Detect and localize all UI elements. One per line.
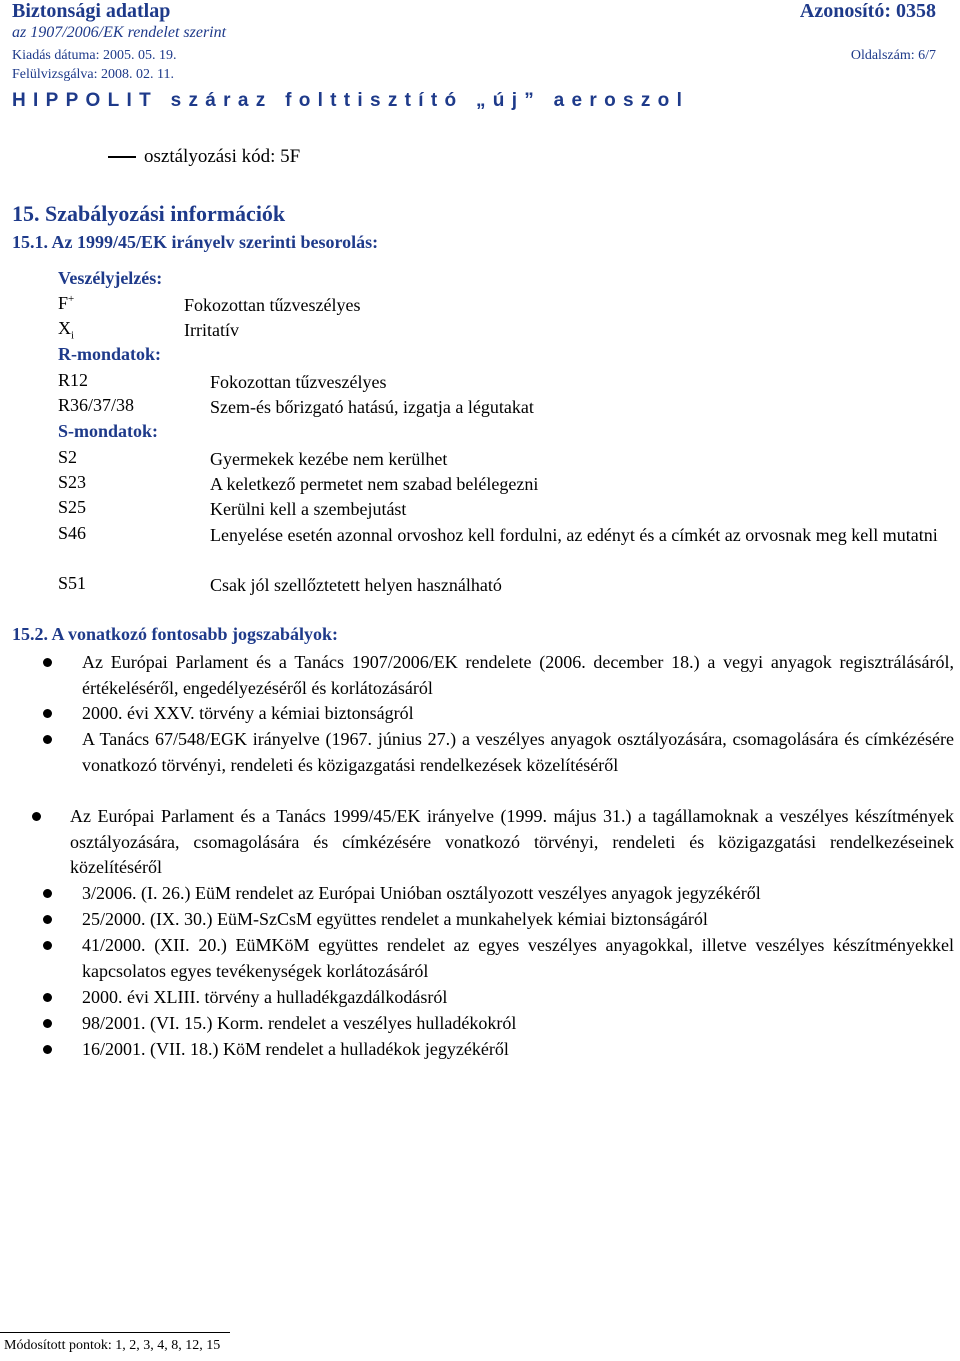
list-item: 25/2000. (IX. 30.) EüM-SzCsM együttes rendelet a munkahelyek kémiai biztonságáról <box>82 909 708 929</box>
bullet-icon <box>43 658 52 667</box>
s-phrase-code: S25 <box>58 497 87 517</box>
bullet-icon <box>43 993 52 1002</box>
r-phrases-label: R-mondatok: <box>58 344 162 364</box>
subsection-2-title: 15.2. A vonatkozó fontosabb jogszabályok: <box>12 624 339 644</box>
regulation-reference: az 1907/2006/EK rendelet szerint <box>12 24 227 41</box>
s-phrase-text: Gyermekek kezébe nem kerülhet <box>210 449 448 469</box>
symbol-mark: + <box>68 293 75 305</box>
hazard-symbol-code <box>58 293 74 314</box>
list-item: 98/2001. (VI. 15.) Korm. rendelet a veszélyes hulladékokról <box>82 1013 517 1033</box>
document-identifier: Azonosító: 0358 <box>799 0 936 22</box>
footer-divider <box>0 1332 230 1333</box>
bullet-icon <box>43 941 52 950</box>
r-phrase-code: R36/37/38 <box>58 395 135 415</box>
list-item: 16/2001. (VII. 18.) KöM rendelet a hulladékok jegyzékéről <box>82 1039 509 1059</box>
hazard-symbol-code <box>58 318 74 342</box>
s-phrase-text: Lenyelése esetén azonnal orvoshoz kell fordulni, az edényt és a címkét az orvosnak meg kell mutatni <box>210 525 938 545</box>
list-item: 3/2006. (I. 26.) EüM rendelet az Európai Unióban osztályozott veszélyes anyagok jegyzékéről <box>82 883 761 903</box>
document-header <box>12 0 940 115</box>
list-item: Az Európai Parlament és a Tanács 1999/45/EK irányelve (1999. május 31.) a tagállamoknak a veszélyes készítmények osztályozására, csomagolására és címkézésére vonatkozó törvényi, rendeleti és közigazgatási rendelkezéseinek közelítéséről <box>70 806 954 877</box>
symbol-letter: F <box>58 293 69 313</box>
s-phrase-code: S51 <box>58 573 87 593</box>
issue-date: Kiadás dátuma: 2005. 05. 19. <box>12 48 177 63</box>
bullet-icon <box>43 1045 52 1054</box>
r-phrase-code: R12 <box>58 370 89 390</box>
page-number: Oldalszám: 6/7 <box>850 48 936 63</box>
s-phrase-text: A keletkező permetet nem szabad belélegezni <box>210 474 539 494</box>
product-name: HIPPOLIT száraz folttisztító „új” aeroszol <box>12 90 690 111</box>
classification-code <box>108 146 300 168</box>
s-phrases-label: S-mondatok: <box>58 421 159 441</box>
bullet-icon <box>43 889 52 898</box>
subsection-1-title: 15.1. Az 1999/45/EK irányelv szerinti besorolás: <box>12 232 379 252</box>
s-phrase-code: S46 <box>58 523 87 543</box>
hazard-symbol-text: Fokozottan tűzveszélyes <box>184 295 361 315</box>
bullet-icon <box>43 735 52 744</box>
list-item: 2000. évi XLIII. törvény a hulladékgazdálkodásról <box>82 987 448 1007</box>
list-item: A Tanács 67/548/EGK irányelve (1967. június 27.) a veszélyes anyagok osztályozására, csomagolására és címkézésére vonatkozó törvényi, rendeleti és közigazgatási rendelkezések közelítéséről <box>82 729 954 775</box>
footer-modified-points: Módosított pontok: 1, 2, 3, 4, 8, 12, 15 <box>4 1338 221 1353</box>
bullet-icon <box>43 915 52 924</box>
hazard-label: Veszélyjelzés: <box>58 268 163 288</box>
dash-divider <box>108 156 136 158</box>
bullet-icon <box>43 709 52 718</box>
bullet-icon <box>43 1019 52 1028</box>
s-phrase-code: S23 <box>58 472 87 492</box>
bullet-icon <box>32 812 41 821</box>
s-phrase-text: Csak jól szellőztetett helyen használható <box>210 575 502 595</box>
hazard-symbol-text: Irritatív <box>184 320 239 340</box>
symbol-letter: X <box>58 318 71 338</box>
revision-date: Felülvizsgálva: 2008. 02. 11. <box>12 67 175 82</box>
document-title: Biztonsági adatlap <box>12 0 171 22</box>
s-phrase-text: Kerülni kell a szembejutást <box>210 499 407 519</box>
r-phrase-text: Fokozottan tűzveszélyes <box>210 372 387 392</box>
r-phrase-text: Szem-és bőrizgató hatású, izgatja a légutakat <box>210 397 534 417</box>
s-phrase-code: S2 <box>58 447 78 467</box>
symbol-mark: i <box>71 329 75 342</box>
section-title: 15. Szabályozási információk <box>12 201 286 226</box>
list-item: 2000. évi XXV. törvény a kémiai biztonságról <box>82 703 414 723</box>
list-item: 41/2000. (XII. 20.) EüMKöM együttes rendelet az egyes veszélyes anyagokkal, illetve veszélyes készítményekkel kapcsolatos egyes tevékenységek korlátozásáról <box>82 935 954 981</box>
list-item: Az Európai Parlament és a Tanács 1907/2006/EK rendelete (2006. december 18.) a vegyi anyagok regisztrálásáról, értékeléséről, engedélyezéséről és korlátozásáról <box>82 652 954 698</box>
classification-code-text: osztályozási kód: 5F <box>144 146 301 167</box>
